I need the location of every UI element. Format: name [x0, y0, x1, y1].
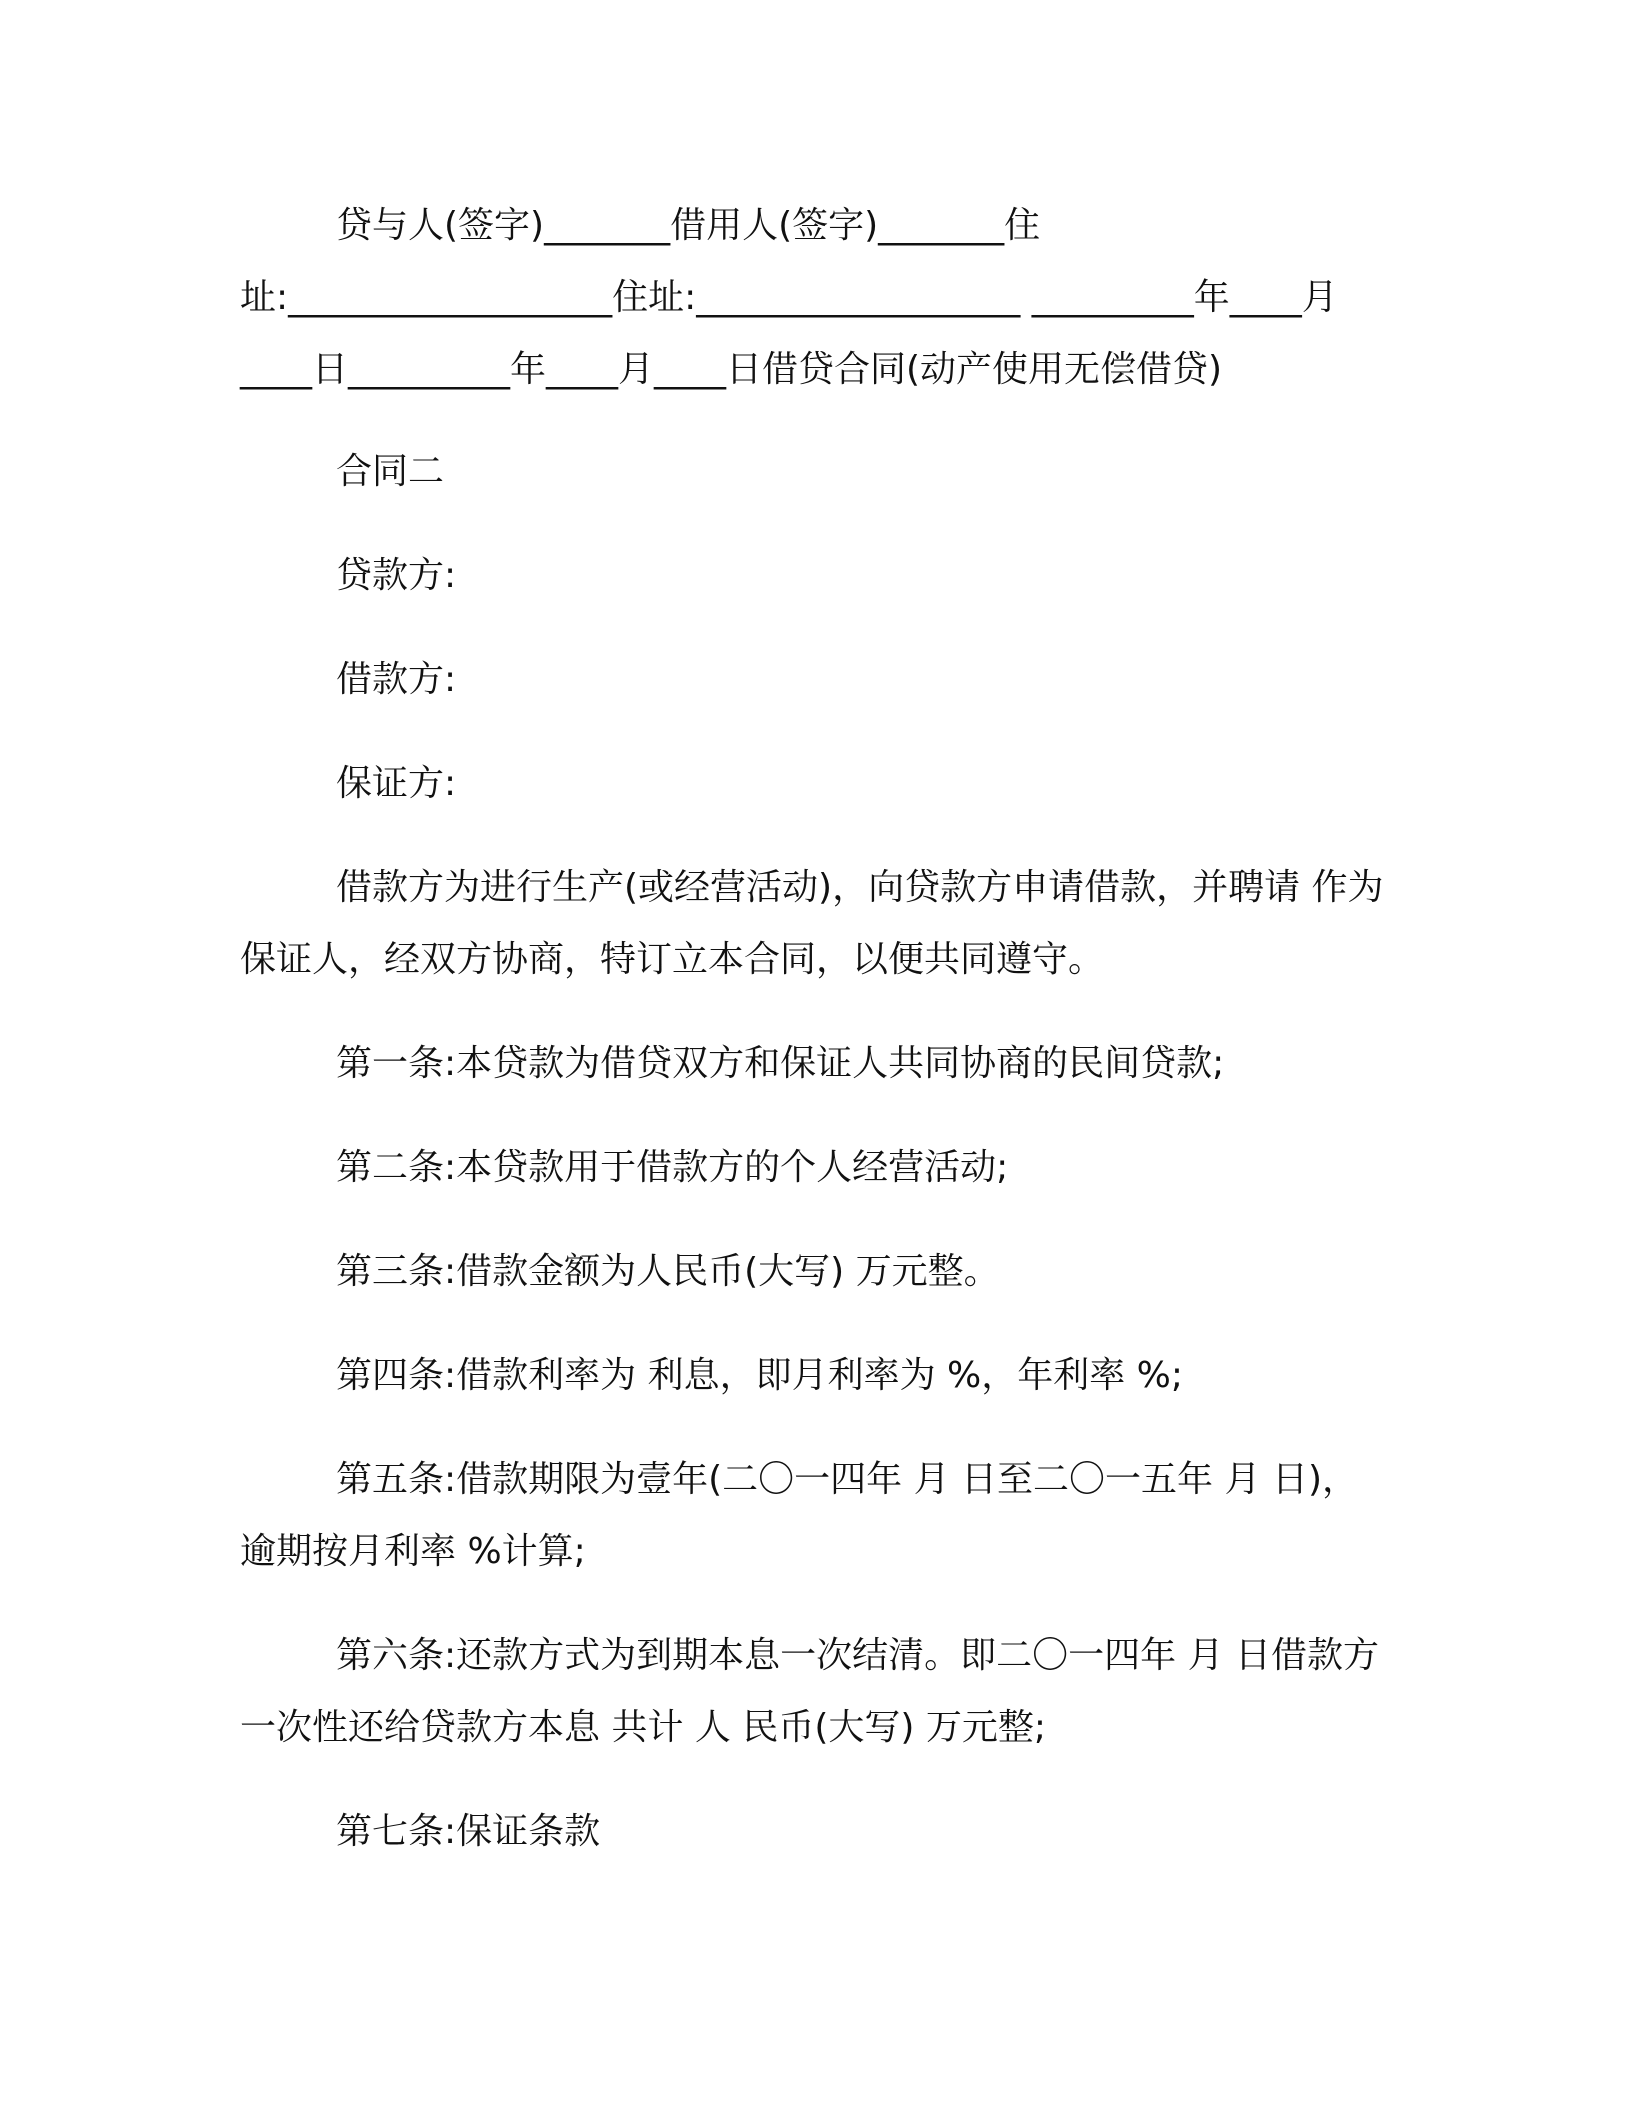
article-7: 第七条:保证条款	[336, 1811, 601, 1852]
contract-heading: 合同二	[336, 451, 445, 492]
article-3: 第三条:借款金额为人民币(大写) 万元整。	[336, 1251, 1000, 1292]
article-1: 第一条:本贷款为借贷双方和保证人共同协商的民间贷款;	[336, 1043, 1225, 1084]
document-page	[240, 190, 1390, 1868]
intro-paragraph: 借款方为进行生产(或经营活动)，向贷款方申请借款，并聘请 作为保证人，经双方协商，特订立本合同，以便共同遵守。	[240, 867, 1384, 980]
signature-block: 贷与人(签字)_______借用人(签字)_______住址:__________________住址:__________________ _________年____月____日_________年____月____日借贷合同(动产使用无偿借贷)	[240, 205, 1338, 390]
article-2: 第二条:本贷款用于借款方的个人经营活动;	[336, 1147, 1009, 1188]
article-5: 第五条:借款期限为壹年(二〇一四年 月 日至二〇一五年 月 日)，逾期按月利率 %计算;	[240, 1459, 1358, 1572]
article-4: 第四条:借款利率为 利息，即月利率为 %，年利率 %;	[336, 1355, 1184, 1396]
borrower-label: 借款方:	[336, 659, 457, 700]
guarantor-label: 保证方:	[336, 763, 457, 804]
lender-label: 贷款方:	[336, 555, 457, 596]
article-6: 第六条:还款方式为到期本息一次结清。即二〇一四年 月 日借款方一次性还给贷款方本息 共计 人 民币(大写) 万元整;	[240, 1635, 1380, 1748]
